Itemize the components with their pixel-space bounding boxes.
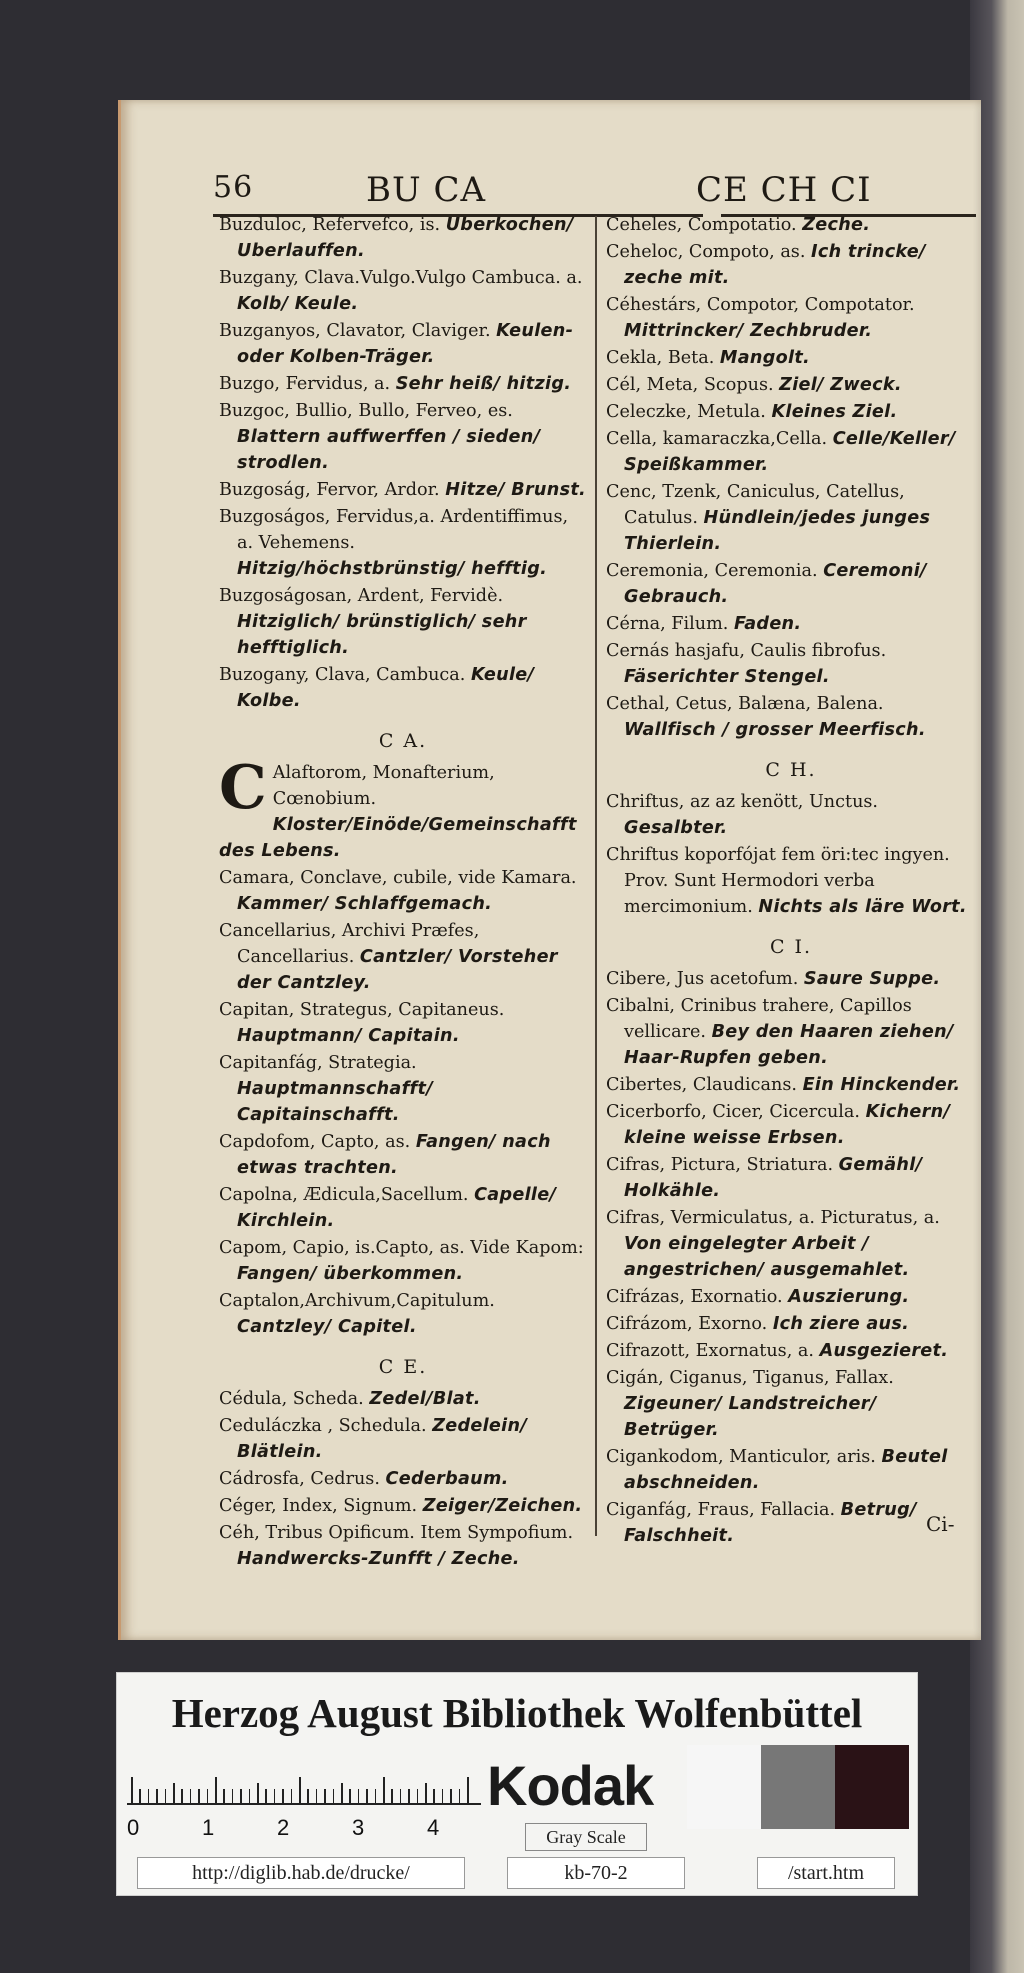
german-translation: Hitze/ Brunst.	[445, 480, 587, 500]
latin-headword: Ceheloc, Compoto, as.	[606, 242, 812, 262]
german-translation: Capelle/ Kirchlein.	[237, 1185, 557, 1231]
latin-headword: Buzogany, Clava, Cambuca.	[219, 665, 471, 685]
dictionary-entry	[219, 504, 587, 582]
german-translation: Hitziglich/ brünstiglich/ sehr hefftiglich.	[237, 612, 527, 658]
german-translation: Gesalbter.	[624, 818, 728, 838]
german-translation: Wallfisch / grosser Meerfisch.	[624, 720, 926, 740]
dictionary-entry	[219, 212, 587, 264]
url-left: http://diglib.hab.de/drucke/	[137, 1857, 465, 1889]
ruler-number: 4	[427, 1815, 440, 1840]
ruler-tick	[148, 1789, 150, 1803]
dictionary-entry	[606, 1444, 976, 1496]
dictionary-entry	[606, 1205, 976, 1283]
ruler-tick	[467, 1777, 469, 1803]
dictionary-entry	[219, 1386, 587, 1412]
german-translation: Hitzig/höchstbrünstig/ hefftig.	[237, 559, 548, 579]
german-translation: Zedel/Blat.	[369, 1389, 481, 1409]
latin-headword: Cifrazott, Exornatus, a.	[606, 1341, 820, 1361]
dictionary-entry	[606, 345, 976, 371]
ruler-tick	[324, 1789, 326, 1803]
latin-headword: Buzgo, Fervidus, a.	[219, 374, 396, 394]
dictionary-entry	[606, 1072, 976, 1098]
dictionary-entry	[606, 966, 976, 992]
latin-headword: Alaftorom, Monafterium, Cœnobium.	[272, 763, 495, 809]
section-heading: C E.	[378, 1356, 428, 1378]
dictionary-entry	[219, 1413, 587, 1465]
german-translation: Gemähl/ Holkähle.	[624, 1155, 923, 1201]
german-translation: Handwercks-Zunfft / Zeche.	[237, 1549, 520, 1569]
ruler-tick	[282, 1789, 284, 1803]
dictionary-entry	[219, 1129, 587, 1181]
ruler-tick	[450, 1789, 452, 1803]
dictionary-entry	[219, 371, 587, 397]
german-translation: Cantzley/ Capitel.	[237, 1317, 417, 1337]
german-translation: Hauptmannschafft/ Capitainschafft.	[237, 1079, 433, 1125]
ruler-tick	[291, 1789, 293, 1803]
ruler-tick	[307, 1789, 309, 1803]
scale-ruler	[127, 1745, 481, 1839]
latin-headword: Cifras, Pictura, Striatura.	[606, 1155, 839, 1175]
german-translation: Ich ziere aus.	[772, 1314, 910, 1334]
ruler-tick	[400, 1789, 402, 1803]
dictionary-entry	[606, 638, 976, 690]
german-translation: Saure Suppe.	[803, 969, 941, 989]
ruler-tick	[274, 1789, 276, 1803]
dictionary-entry	[219, 1288, 587, 1340]
ruler-tick	[232, 1789, 234, 1803]
dictionary-entry	[606, 212, 976, 238]
gray-swatch-white	[687, 1745, 761, 1829]
german-translation: Celle/Keller/ Speißkammer.	[624, 429, 956, 475]
ruler-tick	[249, 1789, 251, 1803]
dictionary-entry	[219, 1050, 587, 1128]
dictionary-entry	[606, 1152, 976, 1204]
section-heading: C I.	[769, 936, 813, 958]
latin-headword: Cethal, Cetus, Balæna, Balena.	[606, 694, 884, 714]
ruler-tick	[165, 1789, 167, 1803]
latin-headword: Buzduloc, Refervefco, is.	[219, 215, 446, 235]
book-page	[118, 100, 981, 1640]
german-translation: Hauptmann/ Capitain.	[237, 1026, 460, 1046]
german-translation: Ein Hinckender.	[802, 1075, 961, 1095]
section-heading: C H.	[765, 759, 817, 781]
latin-headword: Céhestárs, Compotor, Compotator.	[606, 295, 915, 315]
german-translation: Beutel abschneiden.	[624, 1447, 948, 1493]
latin-headword: Céh, Tribus Opificum. Item Sympofium.	[219, 1523, 574, 1543]
latin-headword: Capolna, Ædicula,Sacellum.	[219, 1185, 475, 1205]
latin-headword: Celeczke, Metula.	[606, 402, 772, 422]
dictionary-entry	[219, 583, 587, 661]
latin-headword: Ciganfág, Fraus, Fallacia.	[606, 1500, 841, 1520]
german-translation: Faden.	[733, 614, 802, 634]
right-running-head: CE CH CI	[696, 170, 872, 210]
dictionary-entry	[606, 399, 976, 425]
german-translation: Keule/ Kolbe.	[237, 665, 535, 711]
latin-headword: Chriftus, az az kenött, Unctus.	[606, 792, 879, 812]
latin-headword: Cicerborfo, Cicer, Cicercula.	[606, 1102, 866, 1122]
dictionary-entry	[219, 318, 587, 370]
page-number: 56	[213, 170, 254, 205]
catchword: Ci-	[926, 1512, 955, 1536]
dictionary-entry	[606, 372, 976, 398]
german-translation: Zeiger/Zeichen.	[422, 1496, 583, 1516]
latin-headword: Capitanfág, Strategia.	[219, 1053, 417, 1073]
latin-headword: Buzgoság, Fervor, Ardor.	[219, 480, 446, 500]
dictionary-entry	[219, 1493, 587, 1519]
ruler-number: 3	[352, 1815, 365, 1840]
dictionary-entry	[219, 918, 587, 996]
ruler-tick	[375, 1789, 377, 1803]
dictionary-entry	[219, 265, 587, 317]
ruler-tick	[316, 1789, 318, 1803]
ruler-tick	[425, 1783, 427, 1803]
left-running-head: BU CA	[366, 170, 487, 210]
german-translation: Kleines Ziel.	[771, 402, 898, 422]
ruler-tick	[181, 1789, 183, 1803]
german-translation: Keulen-oder Kolben-Träger.	[237, 321, 574, 367]
latin-headword: Buzgany, Clava.Vulgo.Vulgo Cambuca. a.	[219, 268, 583, 288]
latin-headword: Cifrázom, Exorno.	[606, 1314, 773, 1334]
dictionary-entry	[606, 842, 976, 920]
latin-headword: Ceduláczka , Schedula.	[219, 1416, 433, 1436]
german-translation: Uberkochen/ Uberlauffen.	[237, 215, 574, 261]
latin-headword: Ceremonia, Ceremonia.	[606, 561, 824, 581]
dictionary-entry	[219, 1182, 587, 1234]
dictionary-entry	[219, 997, 587, 1049]
latin-headword: Cernás hasjafu, Caulis fibrofus.	[606, 641, 887, 661]
german-translation: Kammer/ Schlaffgemach.	[237, 894, 493, 914]
latin-headword: Buzgoc, Bullio, Bullo, Ferveo, es.	[219, 401, 513, 421]
latin-headword: Cibalni, Crinibus trahere, Capillos vellicare.	[606, 996, 912, 1042]
latin-headword: Buzgoságosan, Ardent, Fervidè.	[219, 586, 504, 606]
ruler-number: 1	[202, 1815, 215, 1840]
latin-headword: Capitan, Strategus, Capitaneus.	[219, 1000, 505, 1020]
dictionary-entry	[219, 1520, 587, 1572]
german-translation: Mangolt.	[719, 348, 811, 368]
ruler-tick	[349, 1789, 351, 1803]
dictionary-entry	[219, 1466, 587, 1492]
dictionary-entry	[606, 558, 976, 610]
dictionary-entry	[219, 398, 587, 476]
ruler-tick	[383, 1777, 385, 1803]
dictionary-entry	[219, 1235, 587, 1287]
german-translation: Hündlein/jedes junges Thierlein.	[624, 508, 931, 554]
ruler-tick	[215, 1777, 217, 1803]
german-translation: Mittrincker/ Zechbruder.	[624, 321, 873, 341]
latin-headword: Cigankodom, Manticulor, aris.	[606, 1447, 882, 1467]
ruler-tick	[417, 1789, 419, 1803]
ruler-tick	[358, 1789, 360, 1803]
ruler-tick	[433, 1789, 435, 1803]
section-heading: C A.	[378, 730, 428, 752]
german-translation: Zedelein/ Blätlein.	[237, 1416, 528, 1462]
ruler-tick	[299, 1777, 301, 1803]
ruler-tick	[131, 1777, 133, 1803]
kodak-logo: Kodak	[487, 1754, 654, 1817]
gray-scale-label: Gray Scale	[525, 1823, 647, 1851]
german-translation: Cederbaum.	[385, 1469, 509, 1489]
ruler-tick	[223, 1789, 225, 1803]
ruler-tick	[442, 1789, 444, 1803]
drop-cap: C	[219, 753, 267, 823]
gray-swatch-mid	[761, 1745, 835, 1829]
latin-headword: Cádrosfa, Cedrus.	[219, 1469, 386, 1489]
dictionary-entry	[606, 993, 976, 1071]
dictionary-entry	[606, 691, 976, 743]
german-translation: Ich trincke/ zeche mit.	[624, 242, 926, 288]
latin-headword: Camara, Conclave, cubile, vide Kamara.	[219, 868, 577, 888]
dictionary-entry	[606, 1099, 976, 1151]
ruler-tick	[173, 1783, 175, 1803]
dictionary-entry	[606, 479, 976, 557]
ruler-number: 2	[277, 1815, 290, 1840]
ruler-line	[127, 1803, 481, 1805]
german-translation: Sehr heiß/ hitzig.	[395, 374, 572, 394]
url-middle: kb-70-2	[507, 1857, 685, 1889]
ruler-tick	[139, 1789, 141, 1803]
dictionary-entry	[606, 789, 976, 841]
latin-headword: Buzganyos, Clavator, Claviger.	[219, 321, 497, 341]
german-translation: Zigeuner/ Landstreicher/ Betrüger.	[624, 1394, 877, 1440]
library-title: Herzog August Bibliothek Wolfenbüttel	[171, 1690, 863, 1736]
dictionary-entry	[606, 292, 976, 344]
left-column	[219, 212, 587, 1573]
latin-headword: Cél, Meta, Scopus.	[606, 375, 780, 395]
latin-headword: Buzgoságos, Fervidus,a. Ardentiffimus, a. Vehemens.	[219, 507, 569, 553]
german-translation: Betrug/ Falschheit.	[624, 1500, 917, 1546]
dictionary-entry	[219, 662, 587, 714]
latin-headword: Cédula, Scheda.	[219, 1389, 370, 1409]
german-translation: Fangen/ überkommen.	[237, 1264, 464, 1284]
url-right: /start.htm	[757, 1857, 895, 1889]
german-translation: Kloster/Einöde/Gemeinschafft des Lebens.	[219, 815, 577, 861]
latin-headword: Cenc, Tzenk, Caniculus, Catellus, Catulus.	[606, 482, 905, 528]
latin-headword: Cibertes, Claudicans.	[606, 1075, 803, 1095]
ruler-tick	[156, 1789, 158, 1803]
dictionary-entry	[219, 477, 587, 503]
german-translation: Fangen/ nach etwas trachten.	[237, 1132, 551, 1178]
dictionary-entry	[219, 865, 587, 917]
latin-headword: Cibere, Jus acetofum.	[606, 969, 804, 989]
latin-headword: Céger, Index, Signum.	[219, 1496, 423, 1516]
dictionary-entry	[606, 1338, 976, 1364]
column-divider	[595, 216, 597, 1536]
german-translation: Cantzler/ Vorsteher der Cantzley.	[237, 947, 558, 993]
german-translation: Kolb/ Keule.	[237, 294, 359, 314]
latin-headword: Cancellarius, Archivi Præfes, Cancellarius.	[219, 921, 480, 967]
dictionary-entry	[606, 1284, 976, 1310]
dictionary-entry	[606, 1497, 976, 1549]
ruler-tick	[207, 1789, 209, 1803]
german-translation: Fäserichter Stengel.	[624, 667, 830, 687]
latin-headword: Capom, Capio, is.Capto, as. Vide Kapom:	[219, 1238, 584, 1258]
scan-target-card	[116, 1672, 918, 1896]
german-translation: Zeche.	[802, 215, 871, 235]
german-translation: Auszierung.	[788, 1287, 910, 1307]
ruler-tick	[240, 1789, 242, 1803]
ruler-tick	[257, 1783, 259, 1803]
dictionary-entry	[606, 1311, 976, 1337]
ruler-tick	[459, 1789, 461, 1803]
ruler-tick	[265, 1789, 267, 1803]
gray-swatch-dark	[835, 1745, 909, 1829]
german-translation: Ceremoni/ Gebrauch.	[624, 561, 927, 607]
latin-headword: Captalon,Archivum,Capitulum.	[219, 1291, 495, 1311]
german-translation: Ziel/ Zweck.	[779, 375, 902, 395]
latin-headword: Cella, kamaraczka,Cella.	[606, 429, 833, 449]
ruler-tick	[391, 1789, 393, 1803]
latin-headword: Ceheles, Compotatio.	[606, 215, 803, 235]
latin-headword: Cigán, Ciganus, Tiganus, Fallax.	[606, 1368, 894, 1388]
german-translation: Kichern/ kleine weisse Erbsen.	[624, 1102, 951, 1148]
ruler-tick	[198, 1789, 200, 1803]
german-translation: Nichts als läre Wort.	[758, 897, 967, 917]
dictionary-entry	[606, 239, 976, 291]
ruler-tick	[333, 1789, 335, 1803]
latin-headword: Cekla, Beta.	[606, 348, 720, 368]
dictionary-entry	[606, 611, 976, 637]
german-translation: Von eingelegter Arbeit / angestrichen/ ausgemahlet.	[624, 1234, 910, 1280]
german-translation: Bey den Haaren ziehen/ Haar-Rupfen geben.	[624, 1022, 954, 1068]
latin-headword: Chriftus koporfójat fem öri:tec ingyen. Prov. Sunt Hermodori verba mercimonium.	[606, 845, 950, 917]
ruler-tick	[190, 1789, 192, 1803]
ruler-tick	[408, 1789, 410, 1803]
dictionary-entry	[606, 1365, 976, 1443]
page-header	[121, 170, 981, 210]
latin-headword: Cérna, Filum.	[606, 614, 734, 634]
latin-headword: Capdofom, Capto, as.	[219, 1132, 416, 1152]
german-translation: Blattern auffwerffen / sieden/ strodlen.	[237, 427, 541, 473]
ruler-tick	[341, 1783, 343, 1803]
latin-headword: Cifrázas, Exornatio.	[606, 1287, 789, 1307]
right-column	[606, 212, 976, 1550]
german-translation: Ausgezieret.	[819, 1341, 949, 1361]
ruler-tick	[366, 1789, 368, 1803]
latin-headword: Cifras, Vermiculatus, a. Picturatus, a.	[606, 1208, 940, 1228]
ruler-number: 0	[127, 1815, 140, 1840]
dictionary-entry	[219, 753, 587, 864]
dictionary-entry	[606, 426, 976, 478]
